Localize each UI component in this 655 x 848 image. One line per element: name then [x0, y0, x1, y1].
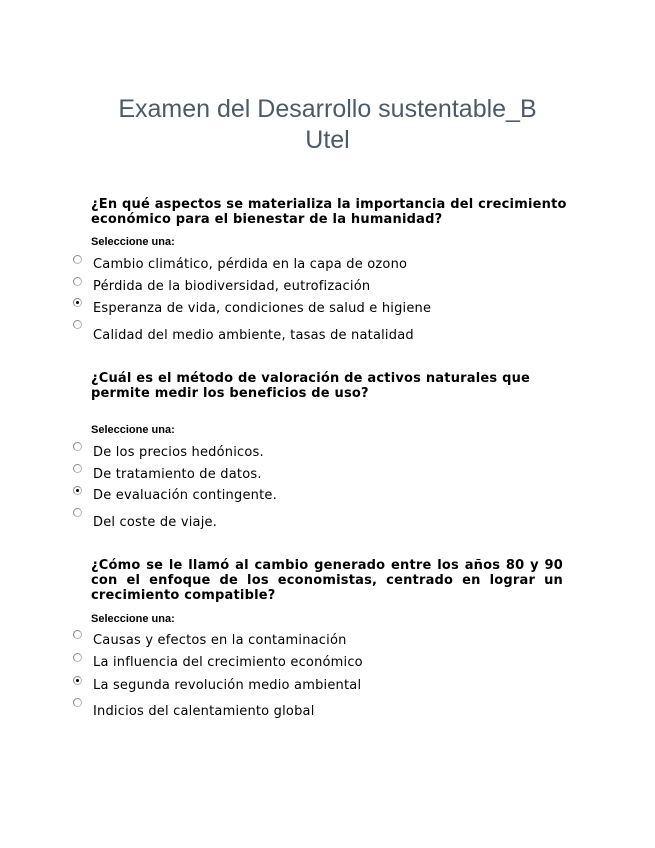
question-3-radio-4[interactable] [73, 698, 82, 707]
question-1-option-3[interactable]: Esperanza de vida, condiciones de salud e higiene [93, 301, 432, 316]
question-1-radio-4[interactable] [73, 320, 82, 329]
selected-dot [76, 489, 79, 492]
question-3-prompt: Seleccione una: [91, 613, 175, 625]
question-2-option-1[interactable]: De los precios hedónicos. [93, 445, 264, 460]
selected-dot [76, 679, 79, 682]
question-2-option-3[interactable]: De evaluación contingente. [93, 488, 277, 503]
question-2-text: ¿Cuál es el método de valoración de activos naturales que permite medir los beneficios de uso? [91, 371, 531, 401]
question-1-radio-3[interactable] [73, 298, 82, 307]
question-1-prompt: Seleccione una: [91, 236, 175, 248]
page-title [0, 94, 655, 156]
selected-dot [76, 301, 79, 304]
question-3-option-2[interactable]: La influencia del crecimiento económico [93, 655, 363, 670]
question-2-option-2[interactable]: De tratamiento de datos. [93, 467, 262, 482]
question-1-option-2[interactable]: Pérdida de la biodiversidad, eutrofización [93, 279, 371, 294]
question-1-radio-2[interactable] [73, 277, 82, 286]
title-line-1: Examen del Desarrollo sustentable_B [118, 95, 537, 123]
question-1-text: ¿En qué aspectos se materializa la importancia del crecimiento económico para el bienestar de la humanidad? [91, 197, 567, 227]
question-3-radio-3[interactable] [73, 676, 82, 685]
question-3-option-1[interactable]: Causas y efectos en la contaminación [93, 633, 347, 648]
question-2-option-4[interactable]: Del coste de viaje. [93, 515, 218, 530]
question-1-option-4[interactable]: Calidad del medio ambiente, tasas de natalidad [93, 328, 414, 343]
question-3-option-4[interactable]: Indicios del calentamiento global [93, 704, 315, 719]
question-1-option-1[interactable]: Cambio climático, pérdida en la capa de ozono [93, 257, 408, 272]
question-3-text: ¿Cómo se le llamó al cambio generado entre los años 80 y 90 con el enfoque de los economistas, centrado en lograr un crecimiento compatible? [91, 558, 563, 603]
title-line-2: Utel [305, 126, 350, 154]
question-1-radio-1[interactable] [73, 255, 82, 264]
question-2-radio-2[interactable] [73, 464, 82, 473]
question-2-prompt: Seleccione una: [91, 424, 175, 436]
question-3-radio-2[interactable] [73, 653, 82, 662]
question-2-radio-4[interactable] [73, 508, 82, 517]
question-3-option-3[interactable]: La segunda revolución medio ambiental [93, 678, 362, 693]
question-2-radio-1[interactable] [73, 442, 82, 451]
question-3-radio-1[interactable] [73, 630, 82, 639]
question-2-radio-3[interactable] [73, 486, 82, 495]
